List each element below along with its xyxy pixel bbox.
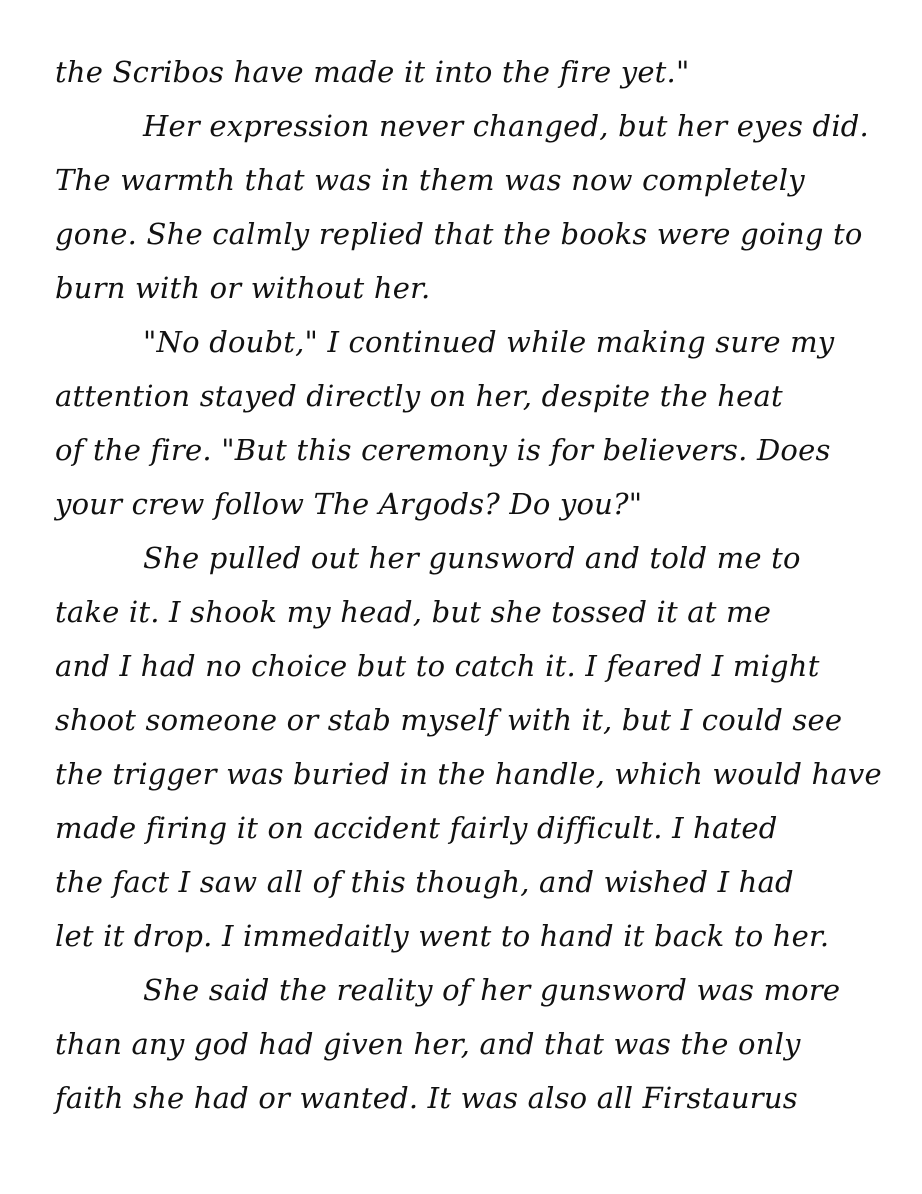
text-line: made firing it on accident fairly difficult. I hated [55, 811, 778, 845]
text-line: take it. I shook my head, but she tossed it at me [55, 595, 772, 629]
text-line: of the fire. "But this ceremony is for believers. Does [55, 433, 831, 467]
text-line: Her expression never changed, but her eyes did. [143, 109, 869, 143]
text-line: shoot someone or stab myself with it, but I could see [55, 703, 843, 737]
text-line: than any god had given her, and that was the only [55, 1027, 801, 1061]
text-line: "No doubt," I continued while making sure my [143, 325, 835, 359]
text-line: The warmth that was in them was now completely [55, 163, 805, 197]
text-line: She pulled out her gunsword and told me to [143, 541, 801, 575]
text-line: the fact I saw all of this though, and wished I had [55, 865, 794, 899]
text-line: the trigger was buried in the handle, which would have [55, 757, 882, 791]
text-line: gone. She calmly replied that the books were going to [55, 217, 863, 251]
text-line: the Scribos have made it into the fire yet." [55, 55, 690, 89]
text-line: faith she had or wanted. It was also all Firstaurus [55, 1081, 798, 1115]
text-line: burn with or without her. [55, 271, 431, 305]
text-line: let it drop. I immedaitly went to hand it back to her. [55, 919, 830, 953]
text-line: and I had no choice but to catch it. I feared I might [55, 649, 820, 683]
text-line: She said the reality of her gunsword was more [143, 973, 841, 1007]
text-line: your crew follow The Argods? Do you?" [55, 487, 643, 521]
text-line: attention stayed directly on her, despite the heat [55, 379, 783, 413]
